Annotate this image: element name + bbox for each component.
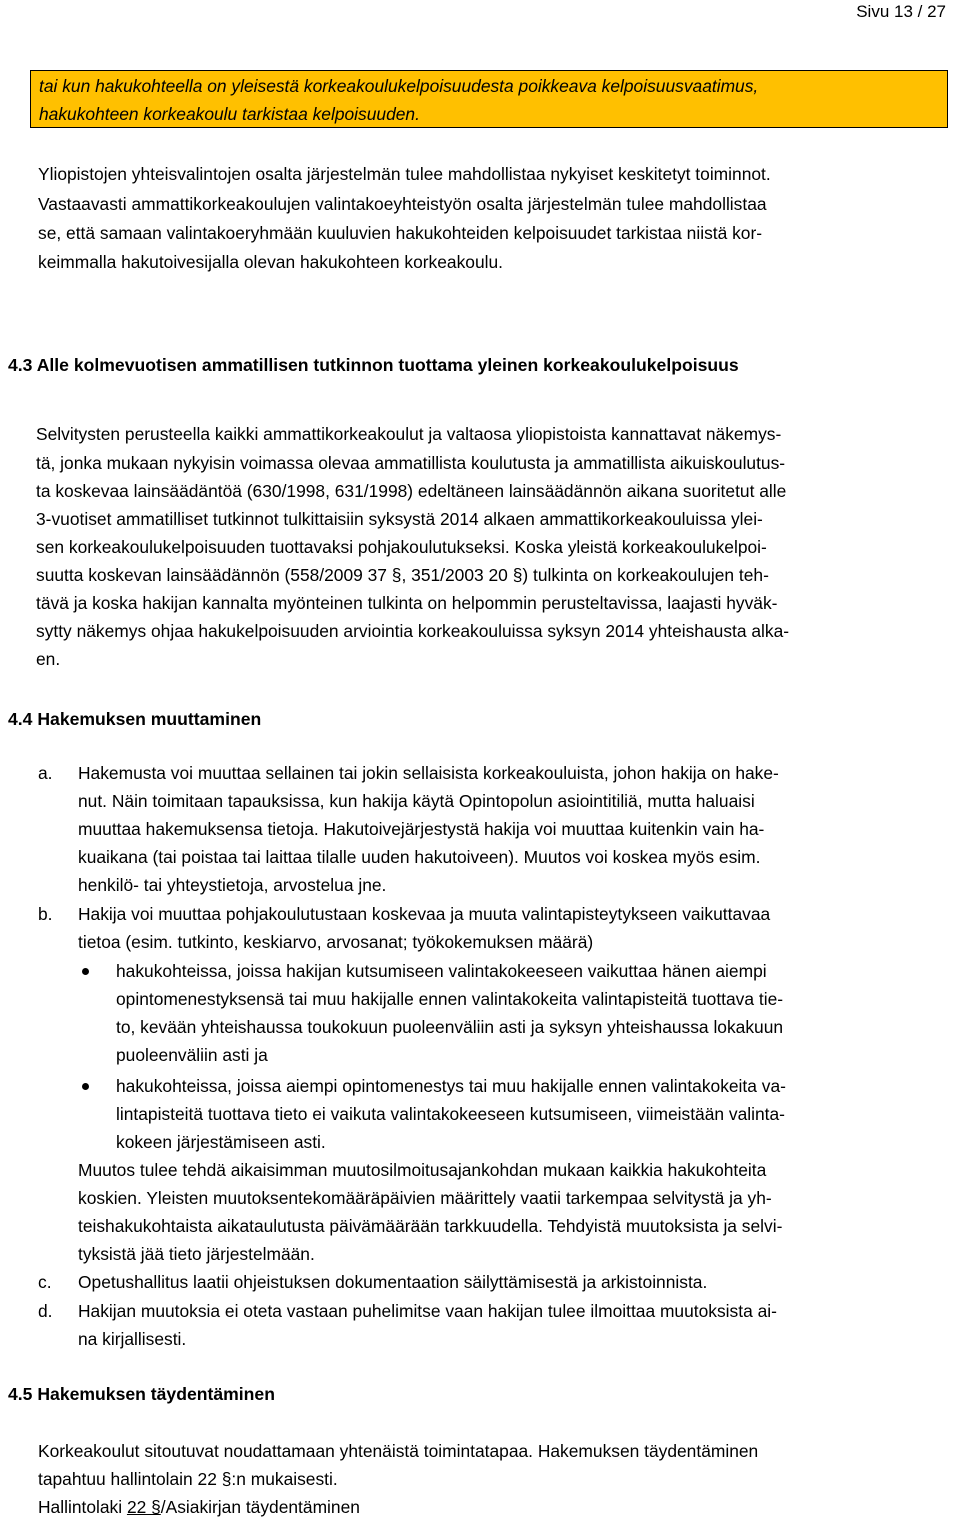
list-marker-c: c. bbox=[38, 1272, 52, 1292]
section-4-3-line: suutta koskevan lainsäädännön (558/2009 37 §, 351/2003 20 §) tulkinta on korkeakoulujen teh- bbox=[36, 565, 769, 585]
bullet-dot-icon bbox=[82, 1083, 89, 1090]
item-b-after-line: koskien. Yleisten muutoksentekomääräpäivien määrittely vaatii tarkempaa selvitystä ja yh- bbox=[78, 1188, 772, 1208]
page-number: Sivu 13 / 27 bbox=[856, 2, 946, 21]
law-reference-prefix: Hallintolaki bbox=[38, 1497, 127, 1517]
section-4-3-line: tä, jonka mukaan nykyisin voimassa olevaa ammatillista koulutusta ja ammatillista aikuiskoulutus- bbox=[36, 453, 786, 473]
intro-paragraph bbox=[38, 160, 938, 280]
intro-line: Vastaavasti ammattikorkeakoulujen valintakoeyhteistyön osalta järjestelmän tulee mahdollistaa bbox=[38, 194, 767, 214]
item-b-line: tietoa (esim. tutkinto, keskiarvo, arvosanat; työkokemuksen määrä) bbox=[78, 932, 594, 952]
item-d-line: Hakijan muutoksia ei oteta vastaan puhelimitse vaan hakijan tulee ilmoittaa muutoksista ai- bbox=[78, 1301, 777, 1321]
item-b-after-line: teishakukohtaista aikataulutusta päivämäärään tarkkuudella. Tehdyistä muutoksista ja selvi- bbox=[78, 1216, 783, 1236]
law-section-link[interactable]: 22 § bbox=[126, 1497, 161, 1517]
item-a-line: nut. Näin toimitaan tapauksissa, kun hakija käytä Opintopolun asiointitiliä, mutta haluaisi bbox=[78, 791, 755, 811]
section-heading-4-3: 4.3 Alle kolmevuotisen ammatillisen tutkinnon tuottama yleinen korkeakoulukelpoisuus bbox=[8, 355, 739, 375]
item-c-line: Opetushallitus laatii ohjeistuksen dokumentaation säilyttämisestä ja arkistoinnista. bbox=[78, 1272, 708, 1292]
bullet-dot-icon bbox=[82, 968, 89, 975]
item-a-line: Hakemusta voi muuttaa sellainen tai jokin sellaisista korkeakouluista, johon hakija on hake- bbox=[78, 763, 779, 783]
item-b-after-line: tyksistä jää tieto järjestelmään. bbox=[78, 1244, 315, 1264]
section-4-5-line: Korkeakoulut sitoutuvat noudattamaan yhtenäistä toimintatapaa. Hakemuksen täydentäminen bbox=[38, 1441, 759, 1461]
section-4-3-line: 3-vuotiset ammatilliset tutkinnot tulkittaisiin syksystä 2014 alkaen ammattikorkeakouluissa ylei- bbox=[36, 509, 763, 529]
section-4-3-line: ta koskevaa lainsäädäntöä (630/1998, 631/1998) edeltäneen lainsäädännön aikana suoritetut alle bbox=[36, 481, 787, 501]
bullet-line: hakukohteissa, joissa aiempi opintomenestys tai muu hakijalle ennen valintakokeita va- bbox=[116, 1076, 786, 1096]
item-b-line: Hakija voi muuttaa pohjakoulutustaan koskevaa ja muuta valintapisteytykseen vaikuttavaa bbox=[78, 904, 771, 924]
list-marker-a: a. bbox=[38, 763, 53, 783]
list-marker-d: d. bbox=[38, 1301, 53, 1321]
section-4-3-line: sen korkeakoulukelpoisuuden tuottavaksi pohjakoulutukseksi. Koska yleistä korkeakoulukelpoi- bbox=[36, 537, 767, 557]
section-heading-4-4: 4.4 Hakemuksen muuttaminen bbox=[8, 709, 262, 729]
intro-line: keimmalla hakutoivesijalla olevan hakukohteen korkeakoulu. bbox=[38, 252, 503, 272]
item-d-line: na kirjallisesti. bbox=[78, 1329, 187, 1349]
item-a-line: kuaikana (tai poistaa tai laittaa tilalle uuden hakutoiveen). Muutos voi koskea myös esim. bbox=[78, 847, 761, 867]
highlight-line: hakukohteen korkeakoulu tarkistaa kelpoisuuden. bbox=[39, 104, 420, 124]
item-a-line: muuttaa hakemuksensa tietoja. Hakutoivejärjestystä hakija voi muuttaa kuitenkin vain ha- bbox=[78, 819, 765, 839]
highlight-line: tai kun hakukohteella on yleisestä korkeakoulukelpoisuudesta poikkeava kelpoisuusvaatimus, bbox=[39, 76, 759, 96]
bullet-line: puoleenväliin asti ja bbox=[116, 1045, 268, 1065]
section-4-3-line: en. bbox=[36, 649, 61, 669]
bullet-line: kokeen järjestämiseen asti. bbox=[116, 1132, 326, 1152]
bullet-line: lintapisteitä tuottava tieto ei vaikuta valintakokeeseen kutsumiseen, viimeistään valinta- bbox=[116, 1104, 785, 1124]
intro-line: se, että samaan valintakoeryhmään kuuluvien hakukohteiden kelpoisuudet tarkistaa niistä kor- bbox=[38, 223, 763, 243]
law-reference-suffix: /Asiakirjan täydentäminen bbox=[160, 1497, 360, 1517]
law-reference bbox=[38, 1493, 360, 1521]
bullet-line: hakukohteissa, joissa hakijan kutsumiseen valintakokeeseen vaikuttaa hänen aiempi bbox=[116, 961, 767, 981]
highlighted-note bbox=[30, 70, 948, 128]
intro-line: Yliopistojen yhteisvalintojen osalta järjestelmän tulee mahdollistaa nykyiset keskitetyt toiminnot. bbox=[38, 164, 771, 184]
section-4-3-line: tävä ja koska hakijan kannalta myönteinen tulkinta on helpommin perusteltavissa, laajasti hyväk- bbox=[36, 593, 778, 613]
bullet-line: to, kevään yhteishaussa toukokuun puoleenväliin asti ja syksyn yhteishaussa lokakuun bbox=[116, 1017, 784, 1037]
section-4-5-line: tapahtuu hallintolain 22 §:n mukaisesti. bbox=[38, 1469, 338, 1489]
bullet-line: opintomenestyksensä tai muu hakijalle ennen valintakokeita valintapisteitä tuottava tie- bbox=[116, 989, 784, 1009]
section-4-3-line: sytty näkemys ohjaa hakukelpoisuuden arviointia korkeakouluissa syksyn 2014 yhteishausta alka- bbox=[36, 621, 790, 641]
list-marker-b: b. bbox=[38, 904, 53, 924]
item-b-after-line: Muutos tulee tehdä aikaisimman muutosilmoitusajankohdan mukaan kaikkia hakukohteita bbox=[78, 1160, 767, 1180]
section-4-3-line: Selvitysten perusteella kaikki ammattikorkeakoulut ja valtaosa yliopistoista kannattavat näkemys- bbox=[36, 424, 782, 444]
section-heading-4-5: 4.5 Hakemuksen täydentäminen bbox=[8, 1384, 275, 1404]
item-a-line: henkilö- tai yhteystietoja, arvostelua jne. bbox=[78, 875, 387, 895]
